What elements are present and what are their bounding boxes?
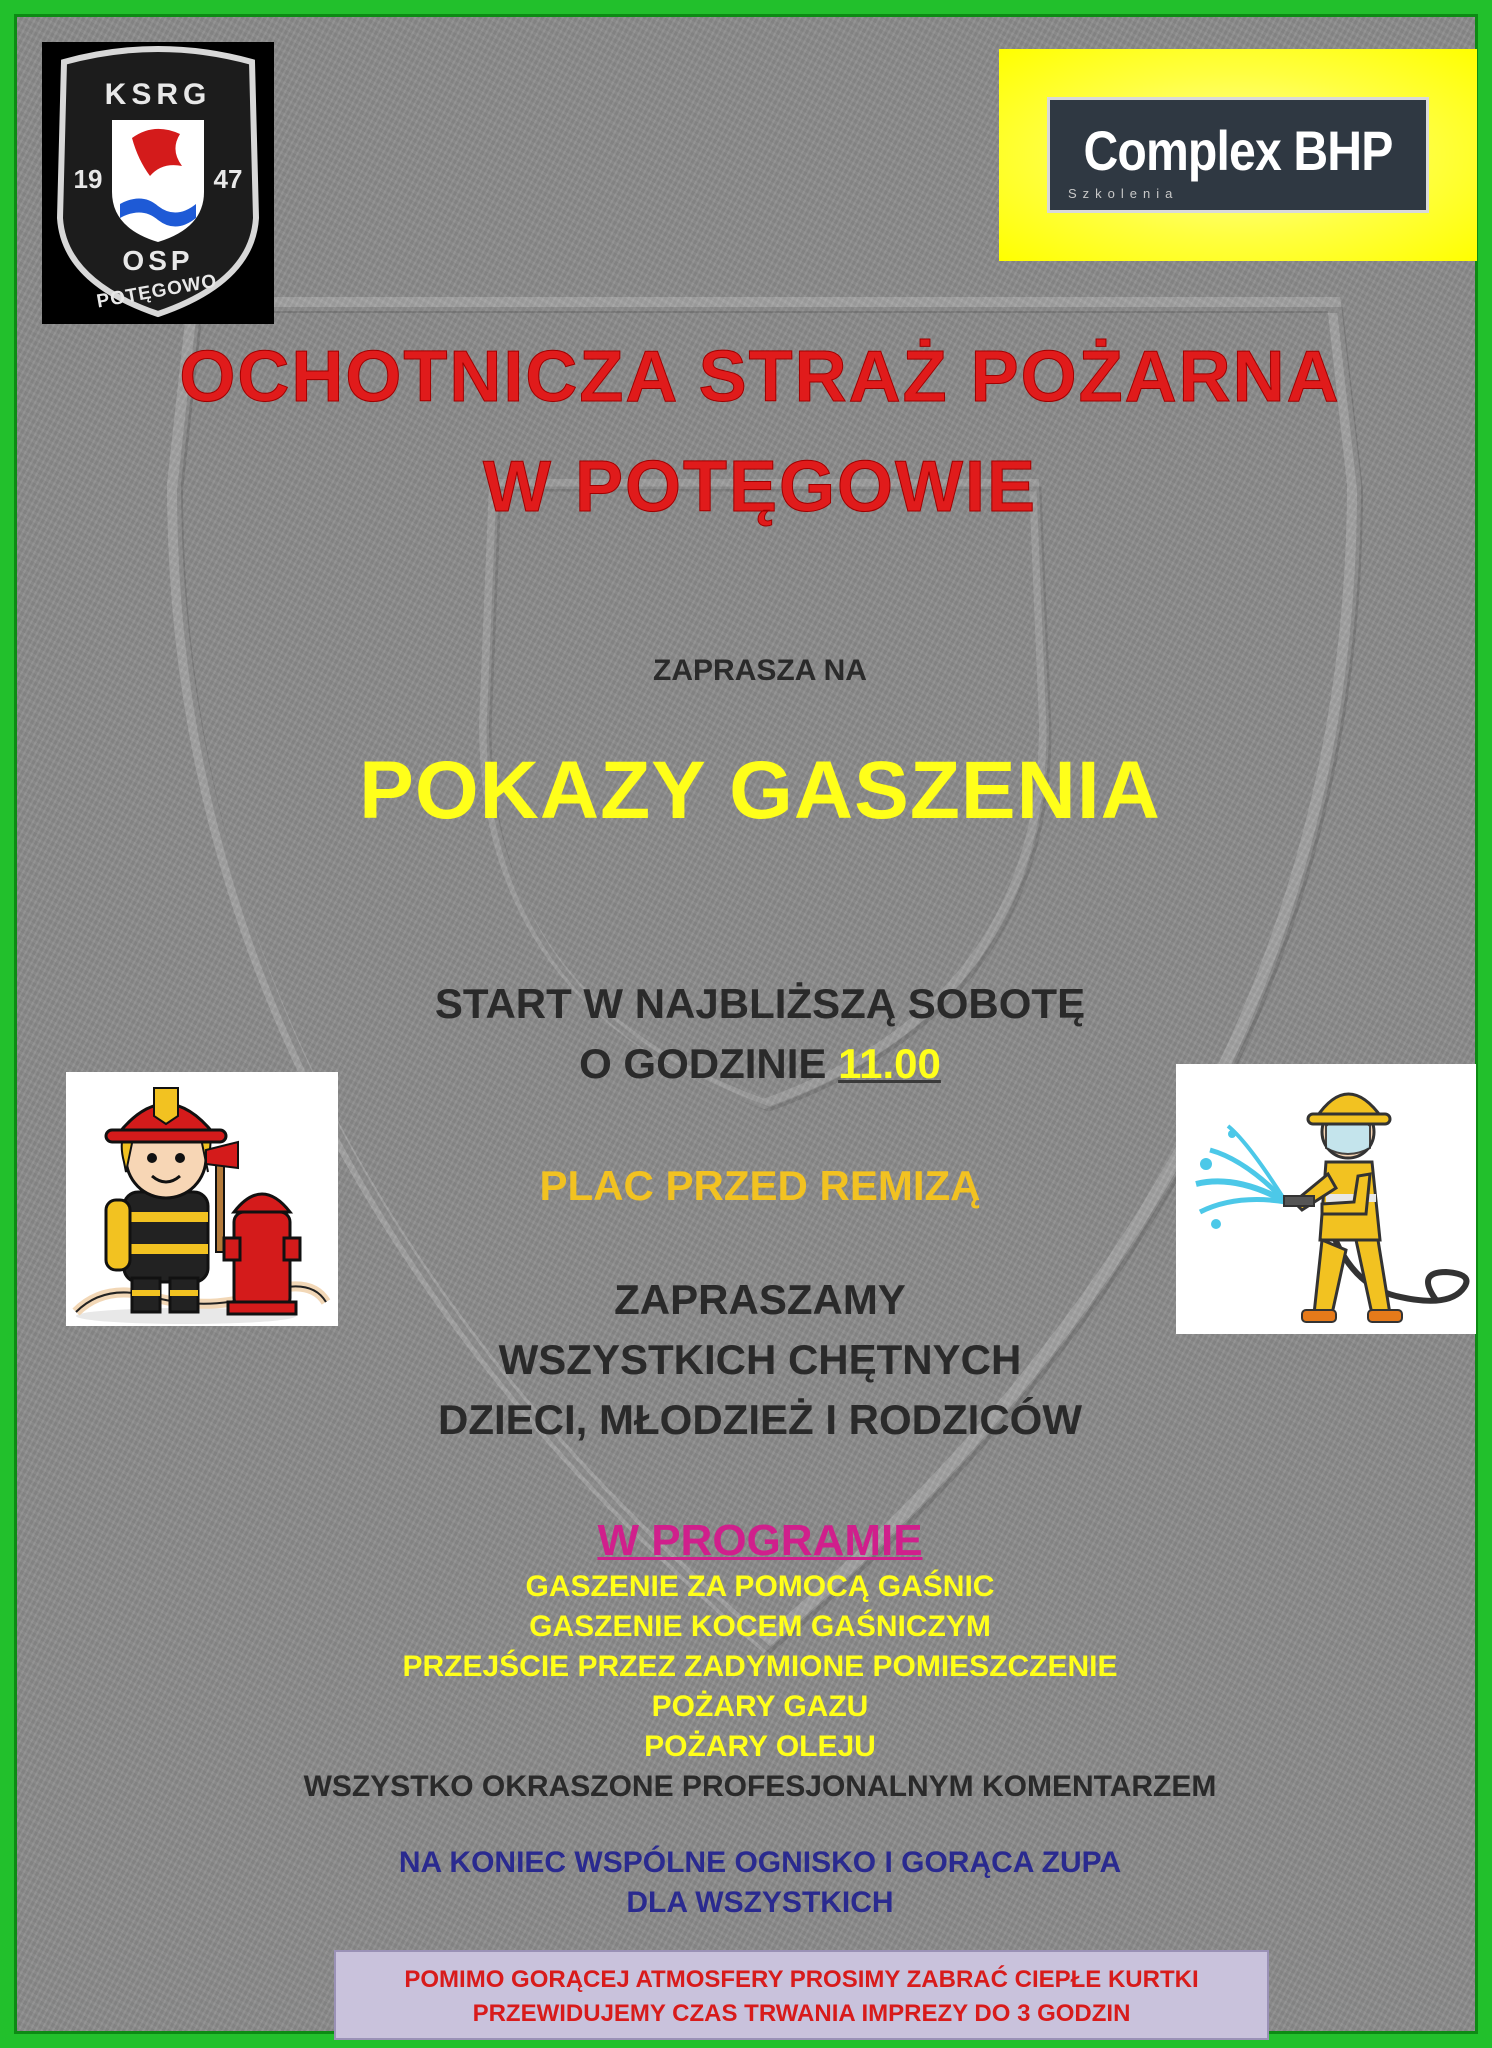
osp-top-text: KSRG [104,78,212,111]
osp-logo [42,42,274,324]
notice-line-1: POMIMO GORĄCEJ ATMOSFERY PROSIMY ZABRAĆ CIEPŁE KURTKI [404,1966,1199,1993]
finale-line-2: DLA WSZYSTKICH [626,1886,894,1919]
osp-bottom-text: POTĘGOWO [95,270,219,313]
osp-year-left: 19 [73,164,103,194]
child-firefighter-with-hydrant-icon [66,1072,338,1326]
invite-text: ZAPRASZA NA [653,654,867,687]
firefighter-with-hose-icon [1176,1064,1476,1334]
bhp-logo [999,49,1477,261]
bhp-logo-box [1047,97,1429,213]
event-title: POKAZY GASZENIA [359,745,1161,836]
welcome-line-1: ZAPRASZAMY [614,1276,906,1323]
osp-middle-text: OSP [122,245,194,276]
bhp-tagline: Szkolenia [1068,186,1179,201]
start-time: 11.00 [838,1040,941,1087]
program-item: GASZENIE ZA POMOCĄ GAŚNIC [525,1570,995,1603]
program-heading: W PROGRAMIE [597,1516,923,1565]
title-line-2: W POTĘGOWIE [483,447,1037,527]
program-item: PRZEJŚCIE PRZEZ ZADYMIONE POMIESZCZENIE [402,1650,1118,1683]
program-item: POŻARY GAZU [651,1690,869,1723]
welcome-line-3: DZIECI, MŁODZIEŻ I RODZICÓW [438,1396,1082,1443]
location: PLAC PRZED REMIZĄ [539,1162,981,1209]
notice-line-2: PRZEWIDUJEMY CZAS TRWANIA IMPREZY DO 3 GODZIN [472,2000,1131,2027]
start-prefix: O GODZINIE [579,1040,839,1087]
bhp-name: Complex BHP [1083,119,1393,182]
program-item: POŻARY OLEJU [644,1730,876,1763]
start-line-1: START W NAJBLIŻSZĄ SOBOTĘ [434,980,1086,1027]
program-item: GASZENIE KOCEM GAŚNICZYM [529,1610,991,1643]
title-line-1: OCHOTNICZA STRAŻ POŻARNA [179,337,1341,417]
notice-box [334,1950,1269,2040]
program-item: WSZYSTKO OKRASZONE PROFESJONALNYM KOMENTARZEM [303,1770,1217,1803]
finale-line-1: NA KONIEC WSPÓLNE OGNISKO I GORĄCA ZUPA [398,1846,1122,1879]
osp-year-right: 47 [213,164,243,194]
welcome-line-2: WSZYSTKICH CHĘTNYCH [498,1336,1022,1383]
osp-badge-icon [42,42,274,324]
